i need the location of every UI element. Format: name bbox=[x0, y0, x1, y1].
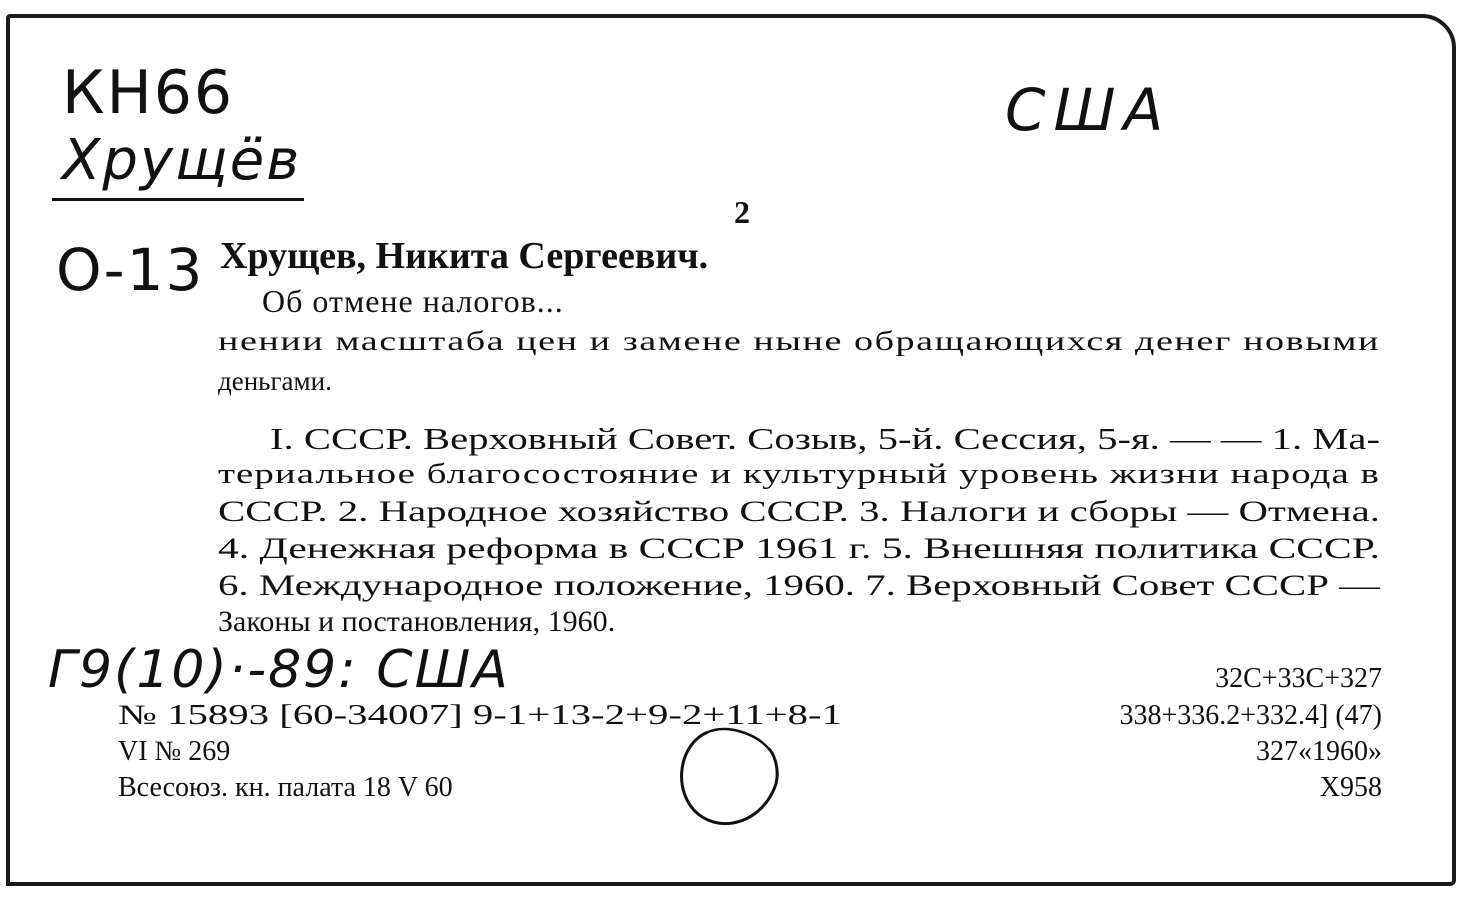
handwritten-bottom-code: Г9(10)·-89: США bbox=[48, 640, 510, 700]
handwritten-underline bbox=[52, 198, 304, 201]
footer-left-line-1: № 15893 [60-34007] 9-1+13-2+9-2+11+8-1 bbox=[118, 700, 842, 731]
subjects-line-1: I. СССР. Верховный Совет. Созыв, 5-й. Сессия, 5-я. — — 1. Ма- bbox=[270, 421, 1380, 456]
subjects-line-6: Законы и постановления, 1960. bbox=[218, 605, 616, 638]
footer-left-line-3: Всесоюз. кн. палата 18 V 60 bbox=[118, 772, 453, 803]
footer-right-line-3: 327«1960» bbox=[1256, 736, 1382, 767]
footer-left-line-2: VI № 269 bbox=[118, 736, 231, 767]
handwritten-country: США bbox=[1005, 76, 1172, 144]
subjects-line-3: СССР. 2. Народное хозяйство СССР. 3. Налоги и сборы — Отмена. bbox=[218, 495, 1380, 528]
footer-right-line-4: Х958 bbox=[1319, 772, 1382, 803]
continuation-line-2: деньгами. bbox=[218, 366, 332, 396]
footer-right-line-2: 338+336.2+332.4] (47) bbox=[1119, 700, 1382, 731]
continuation-line-1: нении масштаба цен и замене ныне обращающихся денег новыми bbox=[218, 326, 1380, 356]
handwritten-shelf-code: КН66 bbox=[62, 58, 235, 128]
handwritten-circle-mark bbox=[668, 722, 786, 834]
subjects-line-2: териальное благосостояние и культурный уровень жизни народа в bbox=[218, 458, 1380, 490]
volume-number: 2 bbox=[734, 194, 750, 230]
author-heading: Хрущев, Никита Сергеевич. bbox=[220, 235, 709, 277]
footer-right-line-1: 32С+33С+327 bbox=[1215, 663, 1382, 694]
handwritten-author-note: Хрущёв bbox=[62, 128, 302, 193]
title: Об отмене налогов... bbox=[262, 283, 564, 319]
handwritten-index-code: О-13 bbox=[56, 236, 205, 304]
subjects-line-4: 4. Денежная реформа в СССР 1961 г. 5. Внешняя политика СССР. bbox=[218, 532, 1380, 565]
subjects-line-5: 6. Международное положение, 1960. 7. Верховный Совет СССР — bbox=[218, 569, 1380, 602]
